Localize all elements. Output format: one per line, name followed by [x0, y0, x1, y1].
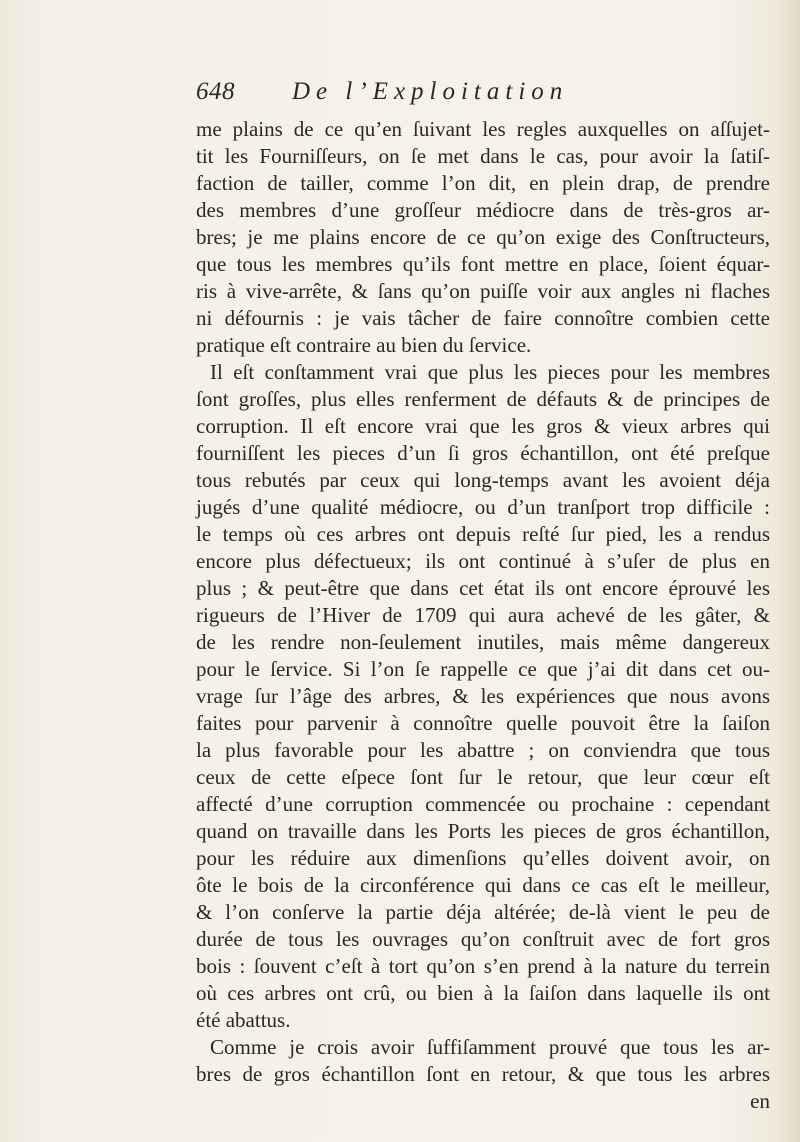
text-line: tit les Fourniſſeurs, on ſe met dans le cas, pour avoir la ſatiſ-: [196, 144, 770, 168]
text-line: ni défournis : je vais tâcher de faire connoître combien cette: [196, 306, 770, 330]
text-line: bois : ſouvent c’eſt à tort qu’on s’en prend à la nature du terrein: [196, 954, 770, 978]
catchword: en: [750, 1089, 770, 1113]
text-line: jugés d’une qualité médiocre, ou d’un tranſport trop difficile :: [196, 495, 770, 519]
running-head: De l’Exploitation: [292, 78, 569, 105]
text-line: été abattus.: [196, 1008, 291, 1032]
text-line: la plus favorable pour les abattre ; on conviendra que tous: [196, 738, 770, 762]
text-line: où ces arbres ont crû, ou bien à la ſaiſon dans laquelle ils ont: [196, 981, 770, 1005]
text-line: pour les réduire aux dimenſions qu’elles doivent avoir, on: [196, 846, 770, 870]
text-line: affecté d’une corruption commencée ou prochaine : cependant: [196, 792, 770, 816]
text-line: encore plus défectueux; ils ont continué à s’uſer de plus en: [196, 549, 770, 573]
text-line: pratique eſt contraire au bien du ſervice.: [196, 333, 532, 357]
text-line: faites pour parvenir à connoître quelle pouvoit être la ſaiſon: [196, 711, 770, 735]
text-line: bres de gros échantillon ſont en retour, & que tous les arbres: [196, 1062, 770, 1086]
text-line: le temps où ces arbres ont depuis reſté ſur pied, les a rendus: [196, 522, 770, 546]
text-line: que tous les membres qu’ils font mettre en place, ſoient équar-: [196, 252, 770, 276]
page-edge-shading: [778, 0, 800, 1142]
text-line: pour le ſervice. Si l’on ſe rappelle ce que j’ai dit dans cet ou-: [196, 657, 770, 681]
paragraph-start-line: Comme je crois avoir ſuffiſamment prouvé que tous les ar-: [210, 1035, 770, 1059]
paragraph-start-line: Il eſt conſtamment vrai que plus les pieces pour les membres: [210, 360, 770, 384]
page-header: [0, 78, 800, 112]
page-number: 648: [196, 78, 235, 105]
text-line: ſont groſſes, plus elles renferment de défauts & de principes de: [196, 387, 770, 411]
text-line: tous rebutés par ceux qui long-temps avant les avoient déja: [196, 468, 770, 492]
body-text: [196, 116, 770, 1115]
text-line: durée de tous les ouvrages qu’on conſtruit avec de fort gros: [196, 927, 770, 951]
text-line: corruption. Il eſt encore vrai que les gros & vieux arbres qui: [196, 414, 770, 438]
text-line: plus ; & peut-être que dans cet état ils ont encore éprouvé les: [196, 576, 770, 600]
text-line: faction de tailler, comme l’on dit, en plein drap, de prendre: [196, 171, 770, 195]
text-line: quand on travaille dans les Ports les pieces de gros échantillon,: [196, 819, 770, 843]
text-line: rigueurs de l’Hiver de 1709 qui aura achevé de les gâter, &: [196, 603, 770, 627]
text-line: des membres d’une groſſeur médiocre dans de très-gros ar-: [196, 198, 770, 222]
text-line: ôte le bois de la circonférence qui dans ce cas eſt le meilleur,: [196, 873, 770, 897]
text-line: me plains de ce qu’en ſuivant les regles auxquelles on aſſujet-: [196, 117, 770, 141]
text-line: & l’on conſerve la partie déja altérée; de-là vient le peu de: [196, 900, 770, 924]
text-line: vrage ſur l’âge des arbres, & les expériences que nous avons: [196, 684, 770, 708]
text-line: de les rendre non-ſeulement inutiles, mais même dangereux: [196, 630, 770, 654]
text-line: ceux de cette eſpece ſont ſur le retour, que leur cœur eſt: [196, 765, 770, 789]
text-line: fourniſſent les pieces d’un ſi gros échantillon, ont été preſque: [196, 441, 770, 465]
text-line: ris à vive-arrête, & ſans qu’on puiſſe voir aux angles ni flaches: [196, 279, 770, 303]
text-line: bres; je me plains encore de ce qu’on exige des Conſtructeurs,: [196, 225, 770, 249]
